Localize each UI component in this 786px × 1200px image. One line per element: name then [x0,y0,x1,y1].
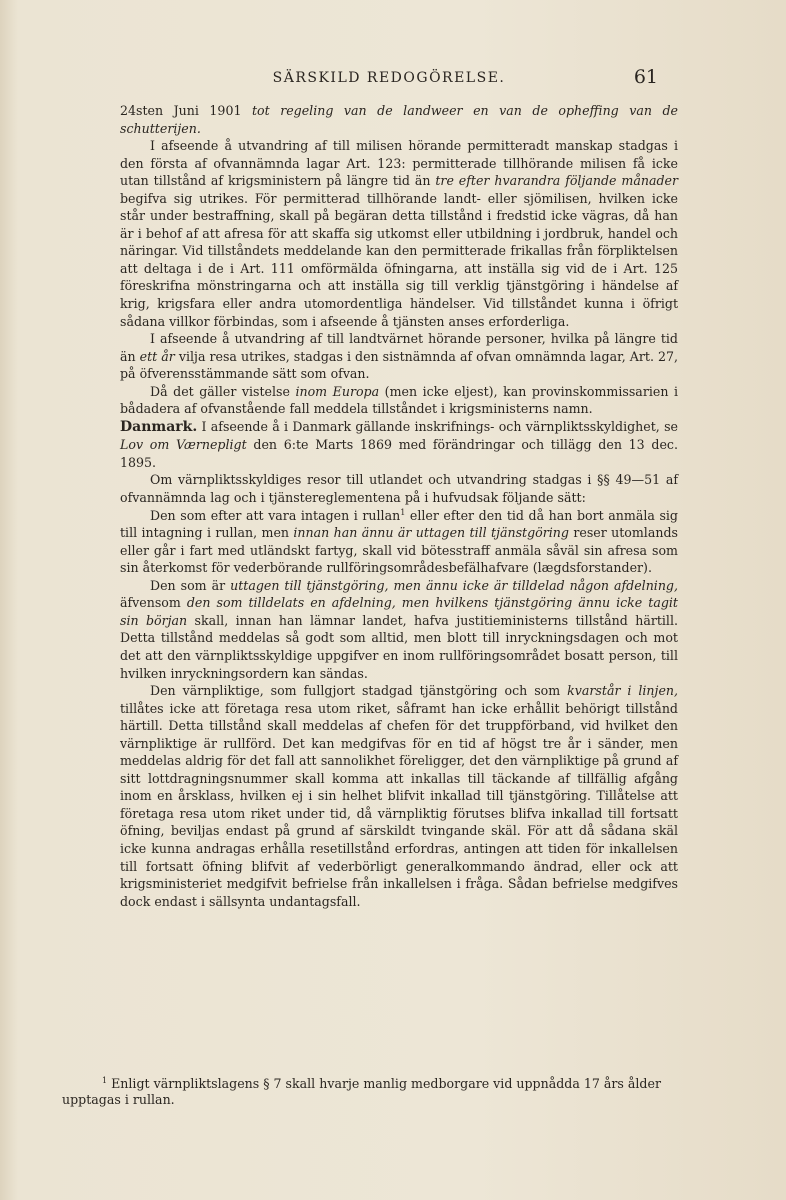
italic-text: kvarstår i linjen, [567,683,679,699]
text: Om värnpliktsskyldiges resor till utlandet och utvandring stadgas i §§ 49—51 af ofvannämnda lag och i tjänstereglementena på i hufvudsak följande sätt: [120,472,678,506]
text: reser utomlands eller går i fart med utländskt fartyg, skall vid bötesstraff anmäla såväl sin afresa som sin återkomst för vederbörande rullföringsområdesbefälhafvare (lægdsforstander). [120,525,678,576]
text: I afseende å utvandring af till milisen hörande permitteradt manskap stadgas i den första af ofvannämnda lagar Art. 123: permitterade tillhörande milisen få icke utan tillstånd af krigsministern på längre tid än [120,138,678,189]
italic-text: tot regeling van de landweer en van de opheffing van de schutterijen. [120,103,678,136]
text: Då det gäller vistelse [150,383,296,399]
text: Den som efter att vara intagen i rullan [150,507,401,523]
page-header [120,66,658,90]
italic-text: uttagen till tjänstgöring, men ännu icke är tilldelad någon afdelning, [230,577,679,593]
text: den 6:te Marts 1869 med förändringar och tillägg den 13 dec. 1895. [120,437,678,470]
italic-text: Lov om Værnepligt [120,437,247,453]
paragraph [120,137,678,330]
section-heading: Danmark. [120,418,198,435]
running-head: SÄRSKILD REDOGÖRELSE. [272,70,506,86]
page-number: 61 [633,66,658,88]
italic-text: tre efter hvarandra följande månader [435,173,678,189]
text: (men icke eljest), kan provinskommissarien i bådadera af ofvanstående fall meddela tillståndet i krigsministerns namn. [120,383,678,417]
body-text [120,102,678,910]
italic-text: inom Europa [295,383,380,399]
italic-text: innan han ännu är uttagen till tjänstgöring [293,525,569,541]
footnote [62,1076,678,1108]
paragraph [120,577,678,682]
paragraph [120,418,678,472]
text: eller efter den tid då han bort anmäla sig till intagning i rullan, men [120,507,678,541]
text: äfvensom [120,595,187,611]
text: I afseende å i Danmark gällande inskrifnings- och värnpliktsskyldighet, se [197,418,678,434]
footnote-marker: 1 [400,507,406,517]
text: begifva sig utrikes. För permitterad tillhörande landt- eller sjömilisen, hvilken icke står under bestraffning, skall på begäran detta tillstånd i fredstid icke vägras, då han är i behof af att afresa för att skaffa sig utkomst eller utbildning i jordbruk, handel och näringar. Vid tillståndets meddelande kan den permitterade frikallas från förpliktelsen att deltaga i de i Art. 111 omförmälda öfningarna, att inställa sig vid de i Art. 125 föreskrifna mönstringarna och att inställa sig till verklig tjänstgöring i händelse af krig, krigsfara eller andra utomordentliga händelser. Vid tillståndet kunna i öfrigt sådana villkor förbindas, som i afseende å tjänsten anses erforderliga. [120,190,678,329]
text: tillåtes icke att företaga resa utom riket, såframt han icke erhållit behörigt tillstånd härtill. Detta tillstånd skall meddelas af chefen för det truppförband, vid hvilket den värnpliktige är rullförd. Det kan medgifvas för en tid af högst tre år i sänder, men meddelas aldrig för det fall att sannolikhet föreligger, det den värnpliktige på grund af sitt lottdragningsnummer skall komma att inkallas till täckande af tillfällig afgång inom en årsklass, hvilken ej i sin helhet blifvit inkallad till tjänstgöring. Tillåtelse att företaga resa utom riket under tid, då värnpliktig förutses blifva inkallad till fortsatt öfning, beviljas endast på grund af särskildt tvingande skäl. För att då sådana skäl icke kunna andragas erhålla resetillstånd erfordras, antingen att tiden för inkallelsen till fortsatt öfning blifvit af vederbörligt generalkommando ändrad, eller ock att krigsministeriet medgifvit befrielse från inkallelsen i fråga. Sådan befrielse medgifves dock endast i sällsynta undantagsfall. [120,700,678,909]
footnote-text: Enligt värnpliktslagens § 7 skall hvarje manlig medborgare vid uppnådda 17 års ålder upptagas i rullan. [62,1076,661,1107]
footnote-number: 1 [102,1075,108,1085]
paragraph [120,471,678,506]
paragraph [120,507,678,577]
text: Den värnpliktige, som fullgjort stadgad tjänstgöring och som [150,683,568,699]
paragraph [120,682,678,910]
italic-text: den som tilldelats en afdelning, men hvilkens tjänstgöring ännu icke tagit sin början [120,595,678,628]
text: skall, innan han lämnar landet, hafva justitieministerns tillstånd härtill. Detta tillstånd meddelas så godt som alltid, men blott till inryckningsdagen och mot det att den värnpliktsskyldige uppgifver en inom rullföringsområdet bosatt person, till hvilken inryckningsordern kan sändas. [120,612,678,681]
text: I afseende å utvandring af till landtvärnet hörande personer, hvilka på längre tid än [120,331,678,364]
paragraph [120,383,678,418]
footnotes [62,1076,678,1108]
text: vilja resa utrikes, stadgas i den sistnämnda af ofvan omnämnda lagar, Art. 27, på öfverensstämmande sätt som ofvan. [120,348,679,382]
paragraph [120,102,678,137]
italic-text: ett år [139,348,175,364]
text: Den som är [150,577,231,593]
paragraph [120,330,678,383]
text: 24sten Juni 1901 [120,103,252,118]
